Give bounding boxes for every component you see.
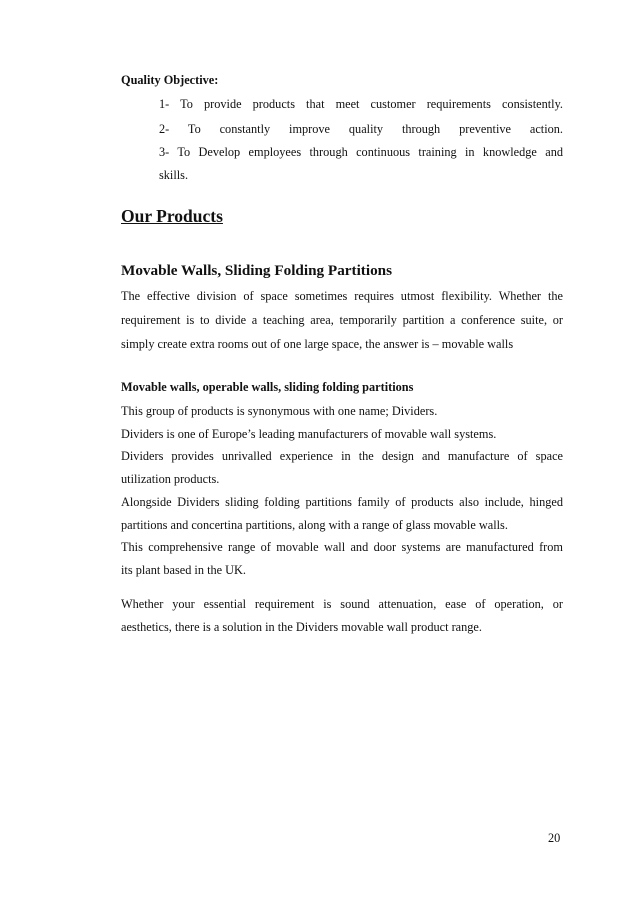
body-line-1: This group of products is synonymous with one name; Dividers. bbox=[121, 404, 438, 418]
quality-objective-item-2: 2- To constantly improve quality through preventive action. bbox=[159, 122, 563, 136]
body-line-3: Dividers provides unrivalled experience in the design and manufacture of space bbox=[121, 449, 563, 463]
body-line-8: its plant based in the UK. bbox=[121, 563, 246, 577]
closing-line-1: Whether your essential requirement is sound attenuation, ease of operation, or bbox=[121, 597, 563, 611]
quality-objective-item-1: 1- To provide products that meet customer requirements consistently. bbox=[159, 97, 563, 111]
quality-objective-item-3-continuation: skills. bbox=[159, 168, 189, 182]
page-number: 20 bbox=[548, 831, 561, 845]
body-line-6: partitions and concertina partitions, along with a range of glass movable walls. bbox=[121, 518, 508, 532]
subheading: Movable walls, operable walls, sliding folding partitions bbox=[121, 380, 414, 394]
quality-objective-item-3: 3- To Develop employees through continuous training in knowledge and bbox=[159, 145, 563, 159]
intro-line-3: simply create extra rooms out of one large space, the answer is – movable walls bbox=[121, 337, 514, 351]
intro-line-2: requirement is to divide a teaching area, temporarily partition a conference suite, or bbox=[121, 313, 563, 327]
body-line-7: This comprehensive range of movable wall and door systems are manufactured from bbox=[121, 540, 563, 554]
closing-line-2: aesthetics, there is a solution in the Dividers movable wall product range. bbox=[121, 620, 482, 634]
body-line-4: utilization products. bbox=[121, 472, 220, 486]
body-line-2: Dividers is one of Europe’s leading manufacturers of movable wall systems. bbox=[121, 427, 497, 441]
body-line-5: Alongside Dividers sliding folding partitions family of products also include, hinged bbox=[121, 495, 563, 509]
intro-line-1: The effective division of space sometimes requires utmost flexibility. Whether the bbox=[121, 289, 563, 303]
section-title: Movable Walls, Sliding Folding Partitions bbox=[121, 262, 393, 279]
our-products-heading: Our Products bbox=[121, 206, 223, 226]
quality-objective-heading: Quality Objective: bbox=[121, 73, 219, 87]
